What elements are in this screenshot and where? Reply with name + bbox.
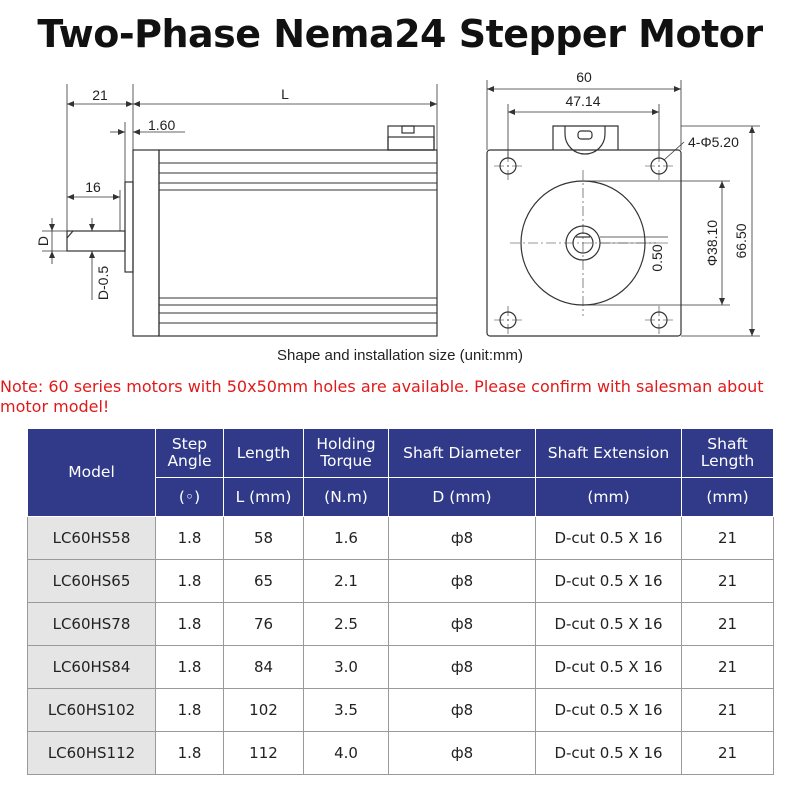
table-row — [28, 560, 774, 603]
unit-length: L (mm) — [224, 478, 304, 517]
cell-shaft-diameter: ф8 — [389, 560, 536, 603]
cell-model: LC60HS112 — [28, 732, 156, 775]
cell-step-angle: 1.8 — [156, 560, 224, 603]
dim-D-label: D — [35, 235, 51, 247]
cell-step-angle: 1.8 — [156, 517, 224, 560]
side-flange — [133, 150, 159, 336]
cell-model: LC60HS65 — [28, 560, 156, 603]
front-view — [487, 80, 760, 336]
motor-dimension-drawing — [0, 0, 800, 345]
cell-model: LC60HS84 — [28, 646, 156, 689]
unit-holding-torque: (N.m) — [304, 478, 389, 517]
unit-shaft-length: (mm) — [682, 478, 774, 517]
cell-shaft-length: 21 — [682, 646, 774, 689]
cell-shaft-extension: D-cut 0.5 X 16 — [536, 517, 682, 560]
table-row — [28, 689, 774, 732]
cell-holding-torque: 1.6 — [304, 517, 389, 560]
cell-length: 84 — [224, 646, 304, 689]
body-fins — [159, 163, 437, 323]
cell-holding-torque: 3.0 — [304, 646, 389, 689]
connector-side — [388, 126, 434, 150]
drawing-caption: Shape and installation size (unit:mm) — [277, 347, 523, 364]
cell-step-angle: 1.8 — [156, 689, 224, 732]
cell-shaft-diameter: ф8 — [389, 646, 536, 689]
cell-shaft-extension: D-cut 0.5 X 16 — [536, 689, 682, 732]
cell-shaft-length: 21 — [682, 603, 774, 646]
table-row — [28, 517, 774, 560]
dim-1-60-label: 1.60 — [148, 117, 176, 133]
header-holding-torque: Holding Torque — [304, 429, 389, 478]
cell-length: 58 — [224, 517, 304, 560]
dim-L-label: L — [281, 86, 289, 102]
note-text: Note: 60 series motors with 50x50mm holes are available. Please confirm with salesman about motor model! — [0, 377, 764, 416]
dim-holes-label: 4-Φ5.20 — [688, 134, 739, 150]
cell-shaft-diameter: ф8 — [389, 689, 536, 732]
page-title: Two-Phase Nema24 Stepper Motor — [37, 12, 763, 56]
header-length: Length — [224, 429, 304, 478]
motor-body — [159, 150, 437, 336]
spec-table — [27, 428, 774, 775]
table-header-row — [28, 429, 774, 478]
header-shaft-length: Shaft Length — [682, 429, 774, 478]
cell-holding-torque: 4.0 — [304, 732, 389, 775]
cell-holding-torque: 2.1 — [304, 560, 389, 603]
cell-step-angle: 1.8 — [156, 646, 224, 689]
table-row — [28, 646, 774, 689]
cell-step-angle: 1.8 — [156, 732, 224, 775]
dim-21-label: 21 — [92, 87, 108, 103]
side-pilot-boss — [125, 182, 133, 272]
cell-length: 76 — [224, 603, 304, 646]
table-row — [28, 603, 774, 646]
dim-0-50-label: 0.50 — [649, 244, 665, 272]
cell-length: 102 — [224, 689, 304, 732]
header-shaft-extension: Shaft Extension — [536, 429, 682, 478]
cell-step-angle: 1.8 — [156, 603, 224, 646]
cell-shaft-diameter: ф8 — [389, 603, 536, 646]
cell-shaft-diameter: ф8 — [389, 732, 536, 775]
unit-shaft-diameter: D (mm) — [389, 478, 536, 517]
cell-shaft-length: 21 — [682, 732, 774, 775]
cell-model: LC60HS78 — [28, 603, 156, 646]
dim-38-10-label: Φ38.10 — [704, 219, 720, 267]
dim-66-50-label: 66.50 — [733, 223, 749, 259]
cell-shaft-diameter: ф8 — [389, 517, 536, 560]
cell-shaft-length: 21 — [682, 517, 774, 560]
unit-step-angle: (◦) — [156, 478, 224, 517]
cell-shaft-extension: D-cut 0.5 X 16 — [536, 732, 682, 775]
table-row — [28, 732, 774, 775]
shaft-side — [67, 231, 125, 251]
unit-shaft-extension: (mm) — [536, 478, 682, 517]
dim-16-label: 16 — [85, 179, 101, 195]
dim-D-0-5-label: D-0.5 — [95, 265, 111, 301]
cell-length: 112 — [224, 732, 304, 775]
cell-shaft-length: 21 — [682, 689, 774, 732]
cell-shaft-length: 21 — [682, 560, 774, 603]
cell-shaft-extension: D-cut 0.5 X 16 — [536, 646, 682, 689]
cell-shaft-extension: D-cut 0.5 X 16 — [536, 560, 682, 603]
cell-holding-torque: 2.5 — [304, 603, 389, 646]
cell-holding-torque: 3.5 — [304, 689, 389, 732]
header-shaft-diameter: Shaft Diameter — [389, 429, 536, 478]
cell-model: LC60HS102 — [28, 689, 156, 732]
dim-60-label: 60 — [576, 69, 592, 85]
cell-shaft-extension: D-cut 0.5 X 16 — [536, 603, 682, 646]
cell-model: LC60HS58 — [28, 517, 156, 560]
cell-length: 65 — [224, 560, 304, 603]
header-step-angle: Step Angle — [156, 429, 224, 478]
dim-47-14-label: 47.14 — [565, 93, 601, 109]
header-model: Model — [28, 429, 156, 517]
